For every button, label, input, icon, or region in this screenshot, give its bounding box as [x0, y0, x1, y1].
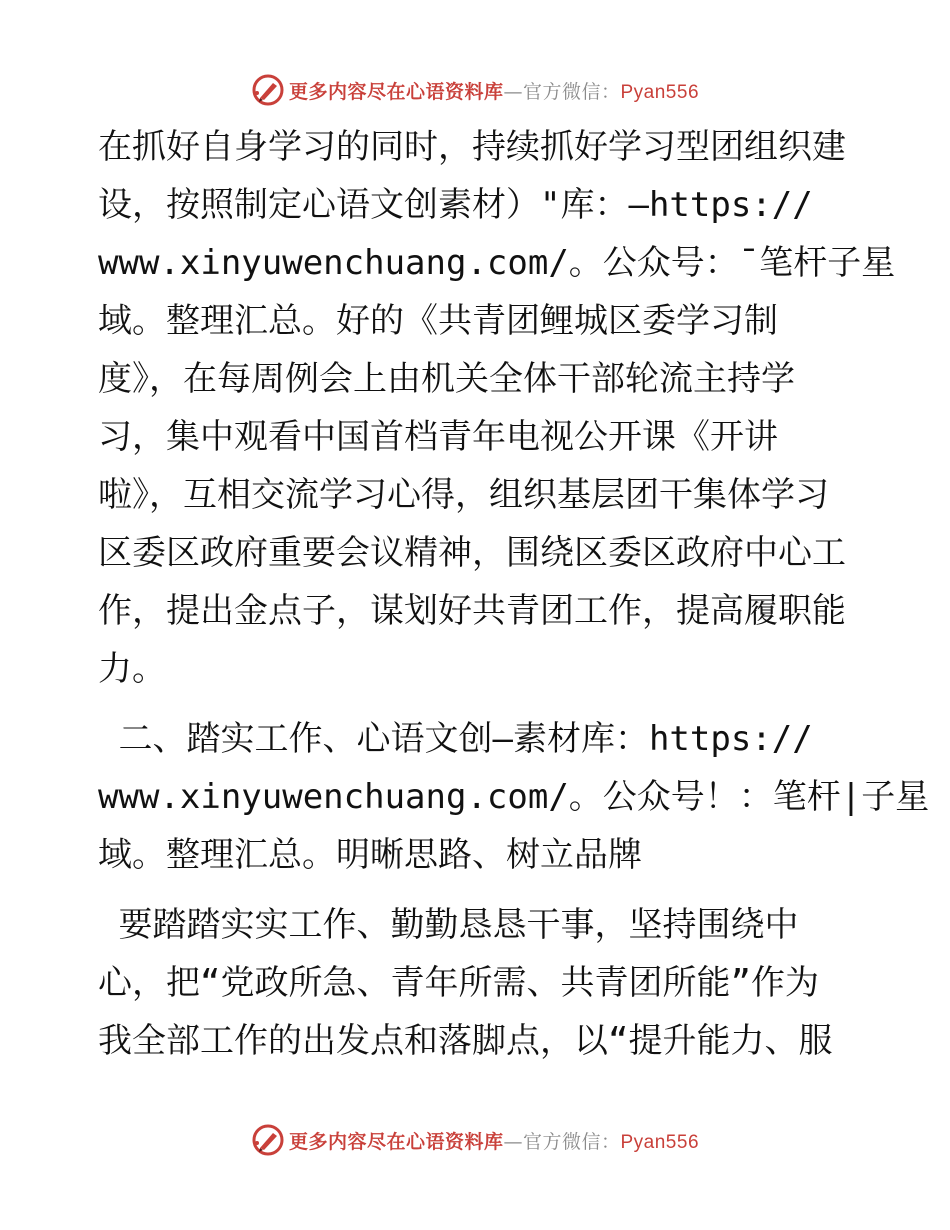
- text-line: 啦》，互相交流学习心得，组织基层团干集体学习: [98, 475, 829, 515]
- text-line: 域。整理汇总。明晰思路、树立品牌: [98, 835, 642, 875]
- text-line: 力。: [98, 649, 166, 689]
- text-line: www.xinyuwenchuang.com/。公众号！：笔杆|子星: [98, 777, 930, 817]
- text-line: 区委区政府重要会议精神，围绕区委区政府中心工: [98, 533, 846, 573]
- paragraph-2: [98, 710, 930, 884]
- footer-banner: [0, 1120, 950, 1160]
- banner-wechat-id: Pyan556: [620, 81, 700, 103]
- text-line: 域。整理汇总。好的《共青团鲤城区委学习制: [98, 301, 778, 341]
- banner-line: [289, 77, 699, 104]
- banner-wechat-id: Pyan556: [620, 1131, 700, 1153]
- text-line: www.xinyuwenchuang.com/。公众号：¯笔杆子星: [98, 243, 896, 283]
- pen-logo-icon: [251, 1123, 285, 1157]
- paragraph-3: [98, 896, 858, 1070]
- banner-separator: —: [503, 1130, 523, 1153]
- section-heading-line: 二、踏实工作、心语文创—素材库：https://: [98, 719, 813, 759]
- text-line: 要踏踏实实工作、勤勤恳恳干事，坚持围绕中: [98, 905, 799, 945]
- paragraph-gap: [98, 884, 858, 896]
- pen-logo-icon: [251, 73, 285, 107]
- banner-title: 更多内容尽在心语资料库: [288, 80, 504, 103]
- paragraph-1: [98, 118, 896, 698]
- text-line: 度》，在每周例会上由机关全体干部轮流主持学: [98, 359, 795, 399]
- banner-line: [289, 1127, 699, 1154]
- banner-wechat-label: 官方微信：: [522, 80, 621, 103]
- banner-wechat-label: 官方微信：: [522, 1130, 621, 1153]
- paragraph-gap: [98, 698, 858, 710]
- text-line: 心，把“党政所急、青年所需、共青团所能”作为: [98, 963, 819, 1003]
- text-line: 作，提出金点子，谋划好共青团工作，提高履职能: [98, 591, 846, 631]
- banner-title: 更多内容尽在心语资料库: [288, 1130, 504, 1153]
- text-line: 我全部工作的出发点和落脚点，以“提升能力、服: [98, 1021, 833, 1061]
- text-line: 设，按照制定心语文创素材）"库：—https://: [98, 185, 813, 225]
- header-banner: [0, 70, 950, 110]
- text-line: 习，集中观看中国首档青年电视公开课《开讲: [98, 417, 778, 457]
- banner-separator: —: [503, 80, 523, 103]
- document-body: [98, 118, 930, 1070]
- text-line: 在抓好自身学习的同时，持续抓好学习型团组织建: [98, 127, 846, 167]
